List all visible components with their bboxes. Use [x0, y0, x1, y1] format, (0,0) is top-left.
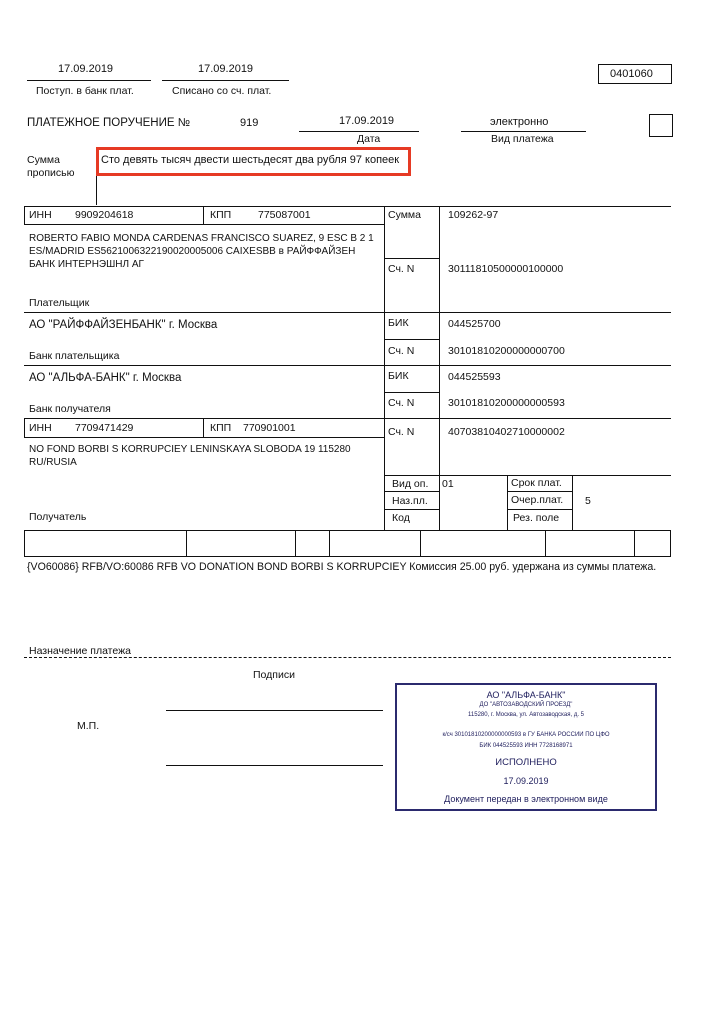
payment-purpose: {VO60086} RFB/VO:60086 RFB VO DONATION BOND BORBI S KORRUPCIEY Комиссия 25.00 руб. удержана из суммы платежа.: [27, 561, 657, 573]
amount-label: Сумма: [388, 209, 421, 221]
payer-kpp: 775087001: [258, 209, 311, 221]
recipient-bank-account: 30101810200000000593: [448, 397, 565, 409]
order-date: 17.09.2019: [339, 115, 395, 127]
stamp-date: 17.09.2019: [503, 776, 549, 786]
divider: [24, 437, 385, 438]
divider: [24, 206, 671, 207]
recipient-inn: 7709471429: [75, 422, 134, 434]
ocher-value: 5: [585, 495, 591, 507]
form-code: 0401060: [610, 68, 653, 80]
received-date: 17.09.2019: [58, 63, 114, 75]
payer-bank-bik: 044525700: [448, 318, 501, 330]
received-date-label: Поступ. в банк плат.: [36, 85, 134, 97]
highlight-box: [96, 147, 411, 176]
recipient-kpp-label: КПП: [210, 422, 232, 434]
amount-value: 109262-97: [448, 209, 499, 221]
divider: [384, 509, 440, 510]
payer-account-label: Сч. N: [388, 263, 415, 275]
divider: [24, 365, 671, 366]
divider: [203, 418, 204, 437]
divider: [507, 509, 572, 510]
recipient-account: 40703810402710000002: [448, 426, 565, 438]
divider: [329, 530, 330, 557]
payer-bank-name: АО "РАЙФФАЙЗЕНБАНК" г. Москва: [29, 319, 218, 331]
divider: [439, 206, 440, 531]
stamp-status: ИСПОЛНЕНО: [495, 757, 557, 768]
payer-bank-account: 30101810200000000700: [448, 345, 565, 357]
tax-fields-row: [24, 530, 671, 557]
status-checkbox: [649, 114, 673, 137]
divider: [572, 475, 573, 531]
divider: [507, 475, 508, 531]
vid-op-value: 01: [442, 478, 454, 490]
payer-bank-account-label: Сч. N: [388, 345, 415, 357]
divider: [384, 339, 440, 340]
stamp-office: ДО "АВТОЗАВОДСКИЙ ПРОЕЗД": [479, 702, 573, 708]
divider: [507, 491, 572, 492]
recipient-bank-name: АО "АЛЬФА-БАНК" г. Москва: [29, 372, 182, 384]
stamp-bank: АО "АЛЬФА-БАНК": [486, 690, 566, 700]
payer-bank-bik-label: БИК: [388, 317, 409, 329]
stamp-address: 115280, г. Москва, ул. Автозаводская, д. 5: [468, 712, 584, 718]
amount-words: Сто девять тысяч двести шестьдесят два рубля 97 копеек: [101, 154, 400, 166]
vid-op-label: Вид оп.: [392, 478, 429, 490]
debited-date-label: Списано со сч. плат.: [172, 85, 272, 97]
divider: [384, 491, 440, 492]
stamp-bik-inn: БИК 044525593 ИНН 7728168971: [479, 743, 573, 749]
payment-type: электронно: [490, 116, 549, 128]
divider: [24, 657, 671, 658]
payment-type-label: Вид платежа: [491, 133, 554, 145]
signature-line: [166, 765, 383, 766]
bank-stamp: [395, 683, 657, 811]
kod-label: Код: [392, 512, 410, 524]
signature-line: [166, 710, 383, 711]
divider: [27, 80, 151, 81]
document-title: ПЛАТЕЖНОЕ ПОРУЧЕНИЕ №: [27, 117, 191, 129]
divider: [384, 206, 385, 531]
recipient-bank-bik: 044525593: [448, 371, 501, 383]
divider: [384, 258, 440, 259]
stamp-note: Документ передан в электронном виде: [444, 794, 608, 804]
recipient-label: Получатель: [29, 511, 87, 523]
divider: [24, 418, 671, 419]
divider: [24, 206, 25, 224]
divider: [203, 206, 204, 224]
amount-words-label-2: прописью: [27, 167, 75, 179]
divider: [384, 475, 671, 476]
payer-kpp-label: КПП: [210, 209, 232, 221]
amount-words-label: Сумма: [27, 154, 60, 166]
divider: [24, 312, 671, 313]
form-code-box: [598, 64, 672, 84]
payer-bank-label: Банк плательщика: [29, 350, 120, 362]
stamp-place-label: М.П.: [77, 720, 100, 732]
payer-name-line: ROBERTO FABIO MONDA CARDENAS FRANCISCO SUAREZ, 9 ESC B 2 1: [29, 233, 374, 244]
divider: [299, 131, 419, 132]
divider: [24, 418, 25, 437]
divider: [186, 530, 187, 557]
recipient-account-label: Сч. N: [388, 426, 415, 438]
divider: [162, 80, 289, 81]
divider: [634, 530, 635, 557]
recipient-kpp: 770901001: [243, 422, 296, 434]
divider: [420, 530, 421, 557]
payer-name-line: БАНК ИНТЕРНЭШНЛ АГ: [29, 259, 144, 270]
order-date-label: Дата: [357, 133, 381, 145]
srok-label: Срок плат.: [511, 477, 562, 489]
recipient-name-line: NO FOND BORBI S KORRUPCIEY LENINSKAYA SLOBODA 19 115280: [29, 444, 351, 455]
divider: [384, 392, 440, 393]
recipient-bank-bik-label: БИК: [388, 370, 409, 382]
signatures-label: Подписи: [253, 669, 295, 681]
stamp-account: к/сч 30101810200000000593 в ГУ БАНКА РОССИИ ПО ЦФО: [442, 732, 610, 738]
recipient-bank-label: Банк получателя: [29, 403, 111, 415]
divider: [295, 530, 296, 557]
divider: [545, 530, 546, 557]
payer-name-line: ES/MADRID ES5621006322190020005006 CAIXESBB в РАЙФФАЙЗЕН: [29, 246, 356, 257]
recipient-name-line: RU/RUSIA: [29, 457, 77, 468]
payer-inn: 9909204618: [75, 209, 134, 221]
payment-purpose-label: Назначение платежа: [29, 645, 131, 657]
rez-label: Рез. поле: [513, 512, 560, 524]
payer-label: Плательщик: [29, 297, 90, 309]
divider: [24, 224, 385, 225]
recipient-bank-account-label: Сч. N: [388, 397, 415, 409]
payer-inn-label: ИНН: [29, 209, 52, 221]
debited-date: 17.09.2019: [198, 63, 254, 75]
recipient-inn-label: ИНН: [29, 422, 52, 434]
ocher-label: Очер.плат.: [511, 494, 564, 506]
payer-account: 30111810500000100000: [448, 263, 564, 275]
naz-pl-label: Наз.пл.: [392, 495, 428, 507]
divider: [461, 131, 586, 132]
order-number: 919: [240, 117, 259, 129]
